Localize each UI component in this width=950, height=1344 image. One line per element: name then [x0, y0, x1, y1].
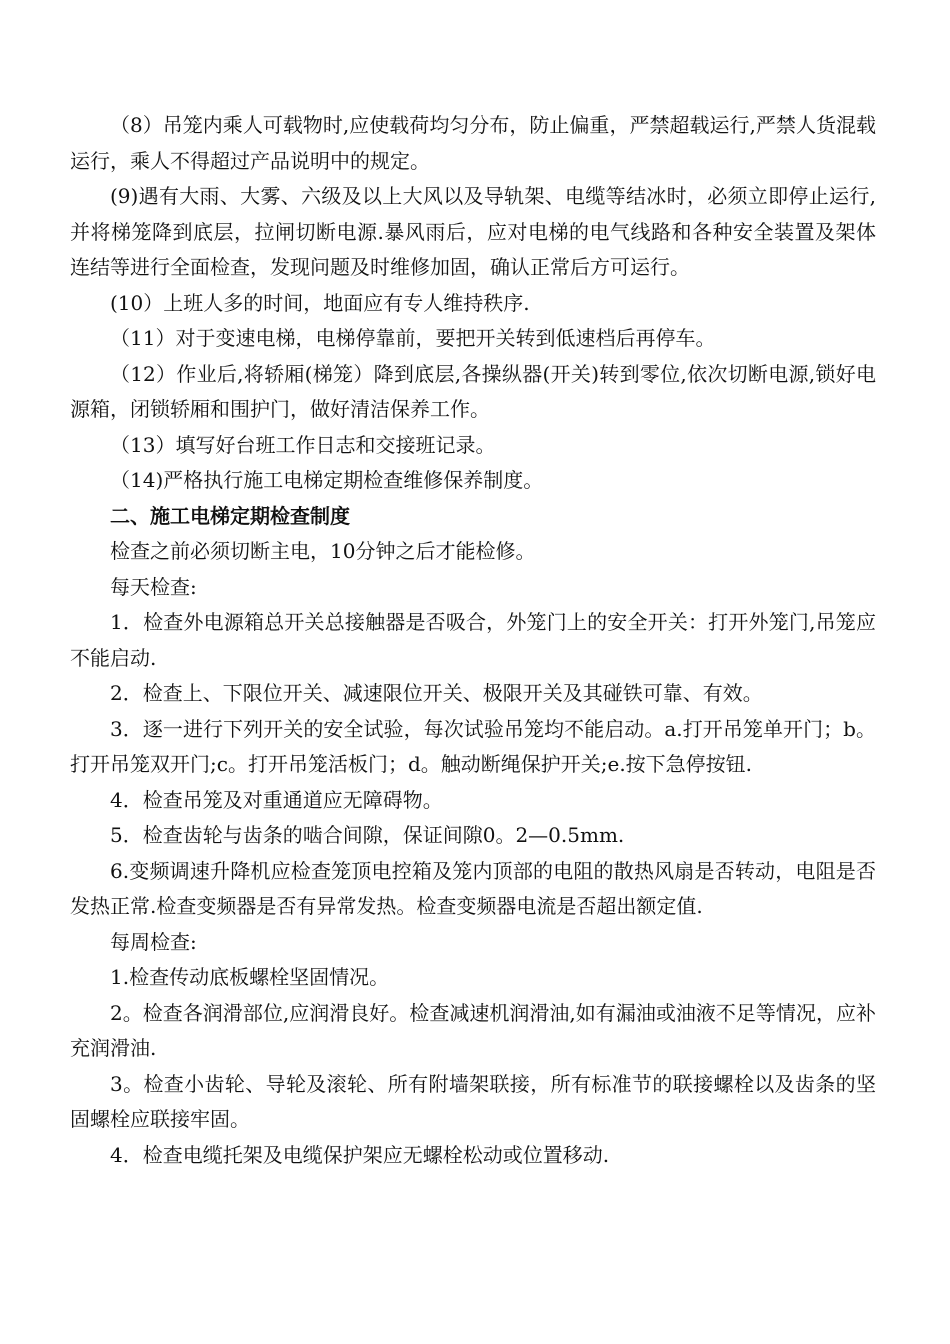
paragraph-weekly-item-4: 4．检查电缆托架及电缆保护架应无螺栓松动或位置移动. — [110, 1142, 610, 1167]
paragraph-weekly-check-label: 每周检查: — [110, 929, 197, 954]
paragraph-item-14: （14)严格执行施工电梯定期检查维修保养制度。 — [110, 468, 544, 492]
section-heading: 二、施工电梯定期检查制度 — [110, 503, 350, 528]
paragraph-item-10: (10）上班人多的时间，地面应有专人维持秩序. — [110, 290, 530, 315]
paragraph-item-13: （13）填写好台班工作日志和交接班记录。 — [110, 432, 496, 457]
paragraph-weekly-item-2: 2。检查各润滑部位,应润滑良好。检查减速机润滑油,如有漏油或油液不足等情况，应补充润滑油. — [70, 1000, 876, 1060]
paragraph-item-11: （11）对于变速电梯，电梯停靠前，要把开关转到低速档后再停车。 — [110, 326, 716, 350]
paragraph-daily-item-2: 2．检查上、下限位开关、减速限位开关、极限开关及其碰铁可靠、有效。 — [110, 681, 763, 705]
paragraph-daily-item-5: 5．检查齿轮与齿条的啮合间隙，保证间隙0。2—0.5mm. — [110, 823, 625, 847]
document-page — [70, 108, 876, 1173]
paragraph-daily-item-3: 3．逐一进行下列开关的安全试验，每次试验吊笼均不能启动。a.打开吊笼单开门；b。打开吊笼双开门;c。打开吊笼活板门；d。触动断绳保护开关;e.按下急停按钮. — [70, 716, 876, 776]
paragraph-weekly-item-1: 1.检查传动底板螺栓坚固情况。 — [110, 965, 390, 989]
paragraph-power-off-note: 检查之前必须切断主电，10分钟之后才能检修。 — [110, 539, 536, 563]
paragraph-daily-item-6: 6.变频调速升降机应检查笼顶电控箱及笼内顶部的电阻的散热风扇是否转动，电阻是否发热正常.检查变频器是否有异常发热。检查变频器电流是否超出额定值. — [70, 858, 876, 918]
paragraph-weekly-item-3: 3。检查小齿轮、导轮及滚轮、所有附墙架联接，所有标准节的联接螺栓以及齿条的坚固螺栓应联接牢固。 — [70, 1071, 876, 1131]
paragraph-daily-item-4: 4．检查吊笼及对重通道应无障碍物。 — [110, 787, 443, 812]
paragraph-daily-item-1: 1．检查外电源箱总开关总接触器是否吸合，外笼门上的安全开关：打开外笼门,吊笼应不能启动. — [70, 610, 876, 670]
paragraph-item-8: （8）吊笼内乘人可载物时,应使载荷均匀分布，防止偏重，严禁超载运行,严禁人货混载运行，乘人不得超过产品说明中的规定。 — [70, 113, 876, 173]
paragraph-daily-check-label: 每天检查: — [110, 574, 197, 599]
paragraph-item-12: （12）作业后,将轿厢(梯笼）降到底层,各操纵器(开关)转到零位,依次切断电源,锁好电源箱，闭锁轿厢和围护门，做好清洁保养工作。 — [70, 361, 876, 421]
paragraph-item-9: (9)遇有大雨、大雾、六级及以上大风以及导轨架、电缆等结冰时，必须立即停止运行,并将梯笼降到底层，拉闸切断电源.暴风雨后，应对电梯的电气线路和各种安全装置及架体连结等进行全面检查，发现问题及时维修加固，确认正常后方可运行。 — [70, 184, 876, 279]
